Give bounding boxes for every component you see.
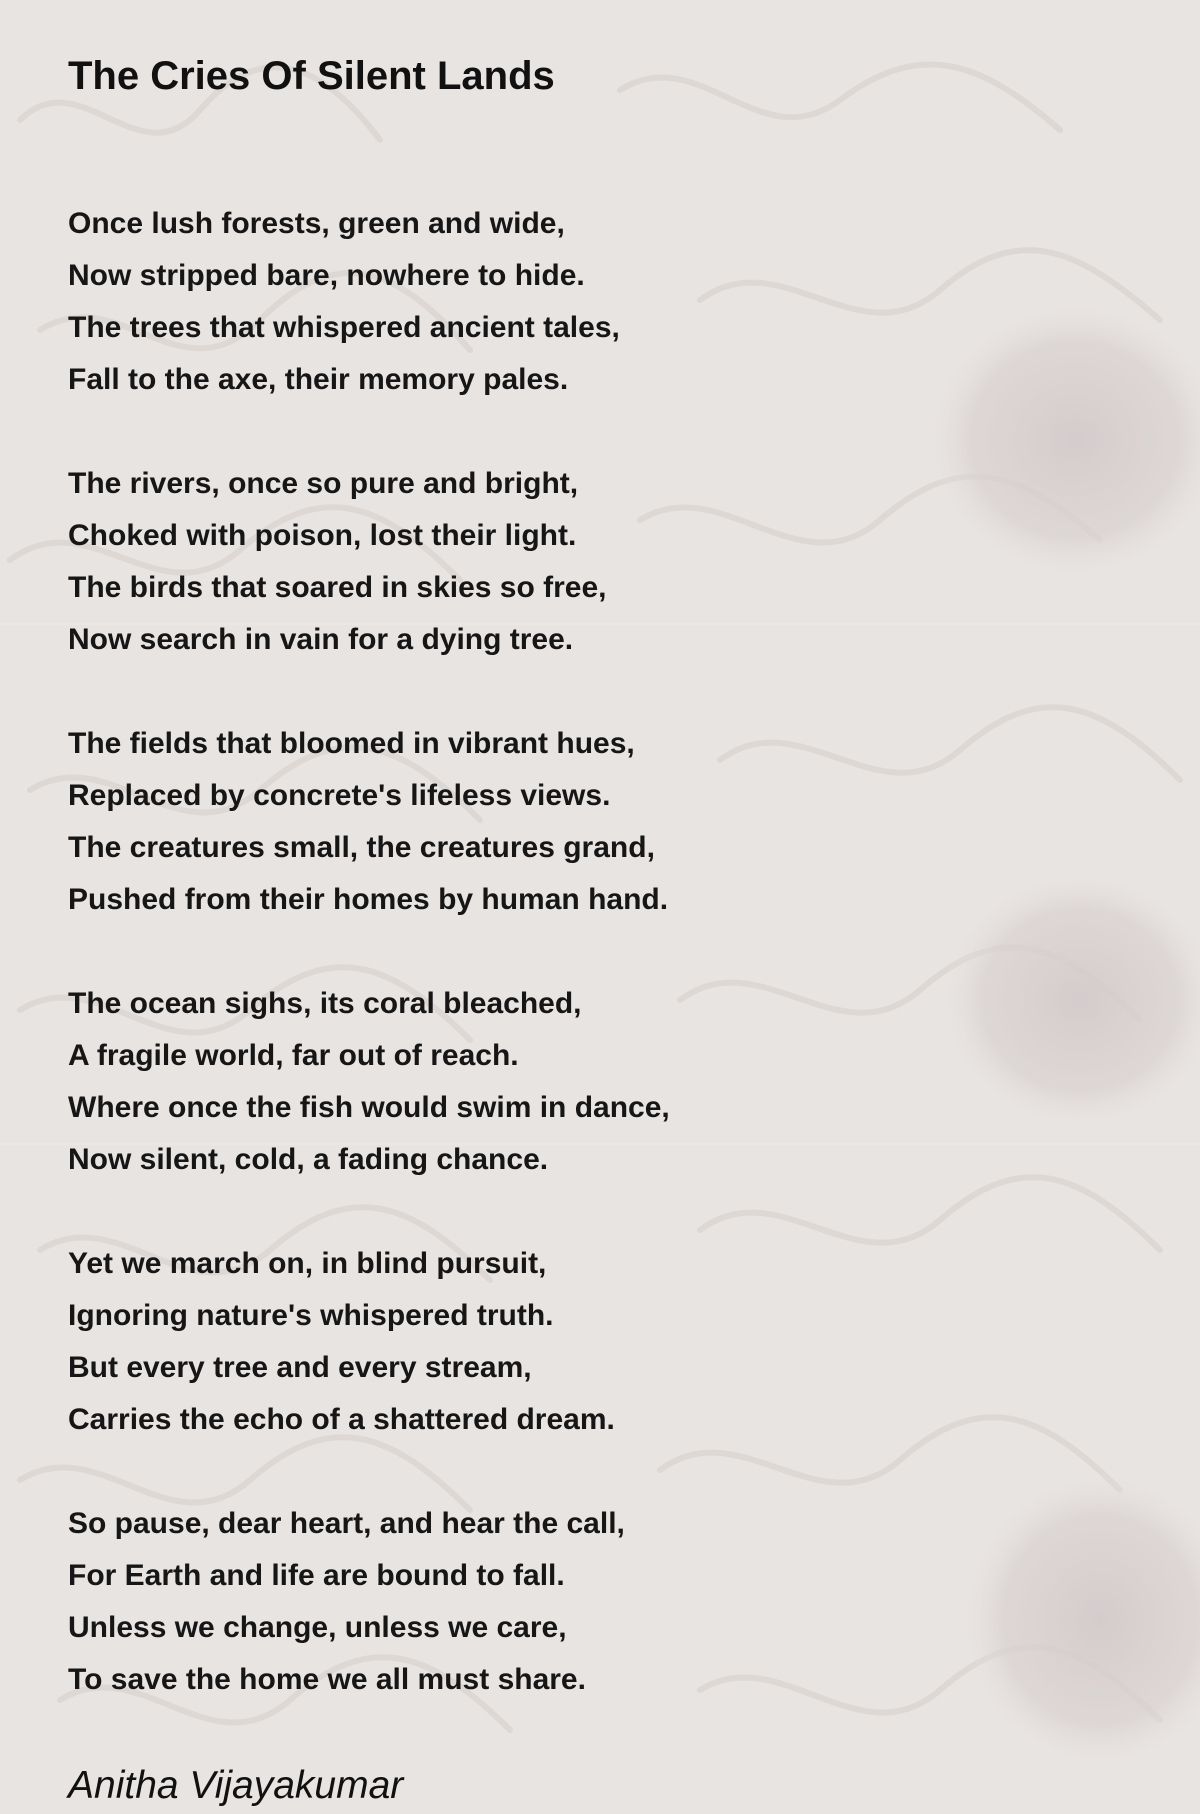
stanza xyxy=(68,718,1128,926)
poem-line: The birds that soared in skies so free, xyxy=(68,571,607,604)
poem-line: Now search in vain for a dying tree. xyxy=(68,623,574,656)
poem-line: So pause, dear heart, and hear the call, xyxy=(68,1507,625,1540)
poem-line: The fields that bloomed in vibrant hues, xyxy=(68,727,635,760)
poem-line: The rivers, once so pure and bright, xyxy=(68,467,579,500)
stanza xyxy=(68,198,1128,406)
stanza xyxy=(68,458,1128,666)
poem-line: Where once the fish would swim in dance, xyxy=(68,1091,670,1124)
poem-line: To save the home we all must share. xyxy=(68,1663,586,1696)
poem-line: For Earth and life are bound to fall. xyxy=(68,1559,565,1592)
stanza xyxy=(68,1238,1128,1446)
poem-line: Yet we march on, in blind pursuit, xyxy=(68,1247,547,1280)
poem-line: Choked with poison, lost their light. xyxy=(68,519,577,552)
poem-line: Replaced by concrete's lifeless views. xyxy=(68,779,611,812)
poem-author: Anitha Vijayakumar xyxy=(68,1764,404,1807)
poem-line: Carries the echo of a shattered dream. xyxy=(68,1403,615,1436)
poem-line: The ocean sighs, its coral bleached, xyxy=(68,987,582,1020)
poem-line: Now stripped bare, nowhere to hide. xyxy=(68,259,585,292)
poem-line: Fall to the axe, their memory pales. xyxy=(68,363,569,396)
stanza xyxy=(68,1498,1128,1706)
poem-line: A fragile world, far out of reach. xyxy=(68,1039,519,1072)
poem-title: The Cries Of Silent Lands xyxy=(68,54,555,98)
poem-line: Ignoring nature's whispered truth. xyxy=(68,1299,554,1332)
poem-line: Unless we change, unless we care, xyxy=(68,1611,567,1644)
poem-line: Pushed from their homes by human hand. xyxy=(68,883,669,916)
poem-line: Once lush forests, green and wide, xyxy=(68,207,565,240)
poem-body xyxy=(68,198,1128,1706)
poem-line: The creatures small, the creatures grand, xyxy=(68,831,655,864)
poem-page xyxy=(68,48,1128,1814)
poem-line: Now silent, cold, a fading chance. xyxy=(68,1143,549,1176)
stanza xyxy=(68,978,1128,1186)
poem-line: But every tree and every stream, xyxy=(68,1351,532,1384)
poem-line: The trees that whispered ancient tales, xyxy=(68,311,620,344)
